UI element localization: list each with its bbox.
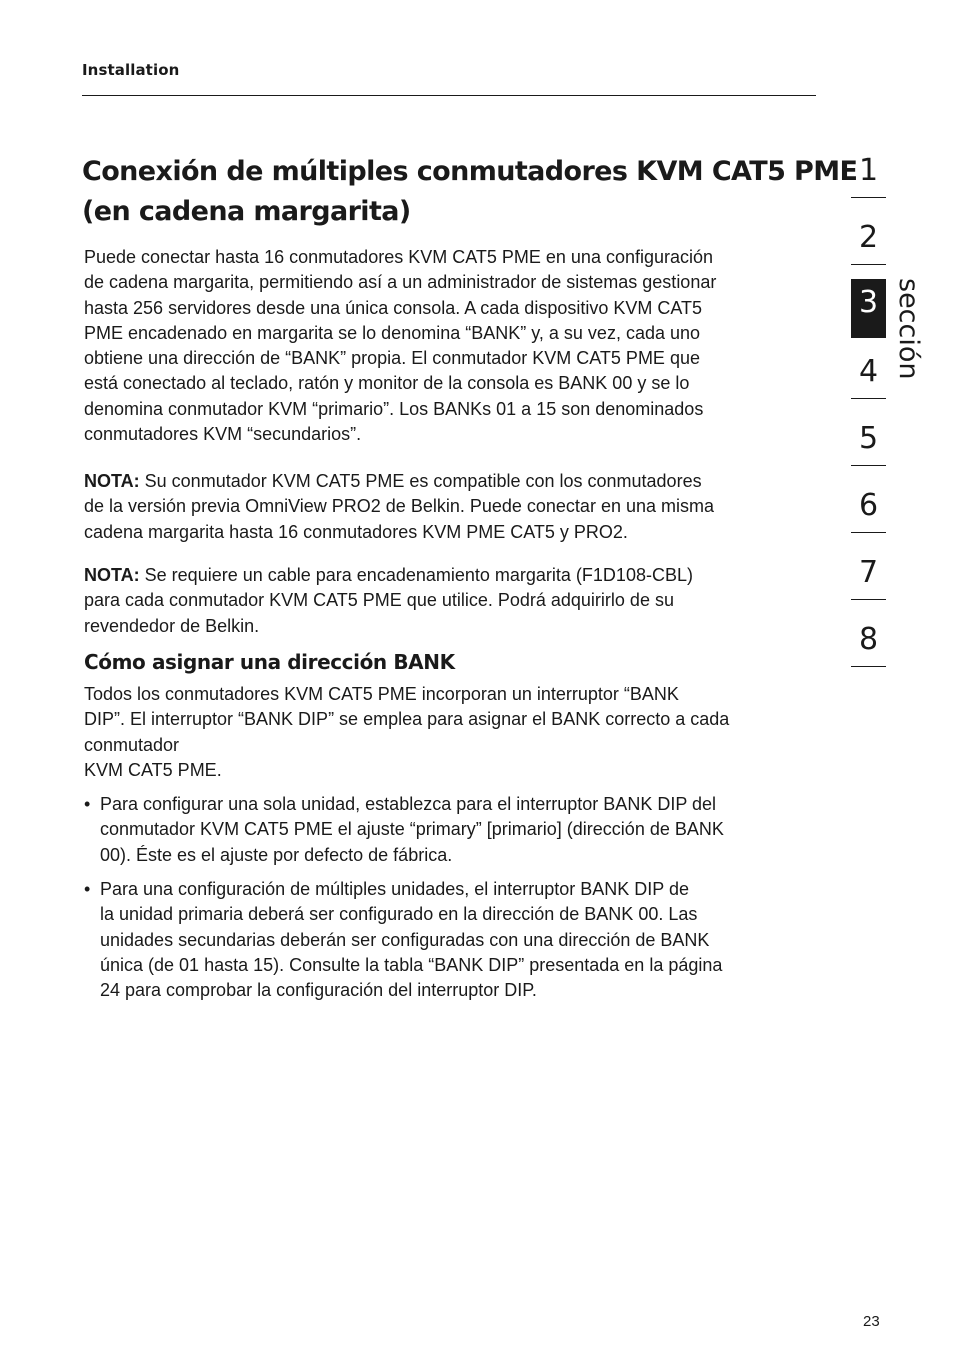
section-label (888, 278, 928, 388)
note-text: Se requiere un cable para encadenamiento margarita (F1D108-CBL) (139, 565, 693, 585)
text-line: única (de 01 hasta 15). Consulte la tabla “BANK DIP” presentada en la página (100, 954, 723, 975)
text-line: 00). Éste es el ajuste por defecto de fábrica. (100, 844, 453, 865)
section-divider (851, 599, 886, 600)
text-line: denomina conmutador KVM “primario”. Los BANKs 01 a 15 son denominados (84, 398, 704, 419)
section-divider (851, 532, 886, 533)
section-divider (851, 398, 886, 399)
text-line: de cadena margarita, permitiendo así a un administrador de sistemas gestionar (84, 272, 717, 293)
page-title-line: Conexión de múltiples conmutadores KVM CAT5 PME (82, 156, 858, 187)
text-line: unidades secundarias deberán ser configuradas con una dirección de BANK (100, 929, 710, 950)
section-tab-7[interactable]: 7 (858, 555, 879, 590)
text-line: Para una configuración de múltiples unidades, el interruptor BANK DIP de (100, 879, 690, 899)
section-tab-6[interactable]: 6 (858, 488, 879, 523)
text-line: Puede conectar hasta 16 conmutadores KVM CAT5 PME en una configuración (84, 247, 714, 267)
section-tab-5[interactable]: 5 (858, 421, 879, 456)
page-title-line: (en cadena margarita) (82, 196, 411, 227)
section-label-text: sección (893, 278, 924, 380)
text-line: Para configurar una sola unidad, establezca para el interruptor BANK DIP del (100, 794, 717, 814)
text-line: obtiene una dirección de “BANK” propia. El conmutador KVM CAT5 PME que (84, 348, 700, 369)
note-text: Su conmutador KVM CAT5 PME es compatible con los conmutadores (139, 471, 702, 491)
bullet-text (100, 792, 824, 868)
section-divider (851, 264, 886, 265)
text-line (84, 469, 824, 494)
text-line: para cada conmutador KVM CAT5 PME que utilice. Podrá adquirirlo de su (84, 590, 674, 611)
text-line: conmutadores KVM “secundarios”. (84, 424, 362, 445)
text-line (84, 563, 824, 588)
bullet-marker: • (84, 879, 91, 899)
bullet-item (84, 877, 824, 1003)
text-line: conmutador (84, 734, 180, 755)
subheading: Cómo asignar una dirección BANK (84, 650, 455, 674)
section-tab-2[interactable]: 2 (858, 220, 879, 255)
text-line: está conectado al teclado, ratón y monitor de la consola es BANK 00 y se lo (84, 373, 690, 394)
assign-paragraph (84, 682, 824, 783)
text-line: hasta 256 servidores desde una única consola. A cada dispositivo KVM CAT5 (84, 297, 703, 318)
page-number: 23 (863, 1313, 880, 1330)
page-title (82, 152, 858, 232)
section-divider (851, 465, 886, 466)
intro-paragraph (84, 245, 824, 447)
section-divider (851, 197, 886, 198)
text-line: KVM CAT5 PME. (84, 759, 222, 780)
note-label: NOTA: (84, 471, 140, 491)
running-head: Installation (82, 61, 180, 79)
note-label: NOTA: (84, 565, 140, 585)
text-line: Todos los conmutadores KVM CAT5 PME incorporan un interruptor “BANK (84, 684, 679, 704)
text-line: revendedor de Belkin. (84, 615, 260, 636)
section-divider (851, 666, 886, 667)
section-tab-1[interactable]: 1 (858, 153, 879, 188)
note-paragraph-2 (84, 563, 824, 639)
text-line: de la versión previa OmniView PRO2 de Belkin. Puede conectar en una misma (84, 496, 714, 517)
text-line: 24 para comprobar la configuración del interruptor DIP. (100, 980, 537, 1001)
bullet-text (100, 877, 824, 1003)
text-line: PME encadenado en margarita se lo denomina “BANK” y, a su vez, cada uno (84, 322, 701, 343)
section-tab-4[interactable]: 4 (858, 354, 879, 389)
bullet-marker: • (84, 794, 91, 814)
text-line: DIP”. El interruptor “BANK DIP” se emplea para asignar el BANK correcto a cada (84, 709, 730, 730)
note-paragraph-1 (84, 469, 824, 545)
section-tab-3[interactable]: 3 (851, 279, 886, 338)
text-line: conmutador KVM CAT5 PME el ajuste “primary” [primario] (dirección de BANK (100, 819, 724, 840)
bullet-item (84, 792, 824, 868)
text-line: la unidad primaria deberá ser configurado en la dirección de BANK 00. Las (100, 904, 698, 925)
header-rule (82, 95, 816, 96)
text-line: cadena margarita hasta 16 conmutadores KVM PME CAT5 y PRO2. (84, 521, 628, 542)
section-tab-8[interactable]: 8 (858, 622, 879, 657)
